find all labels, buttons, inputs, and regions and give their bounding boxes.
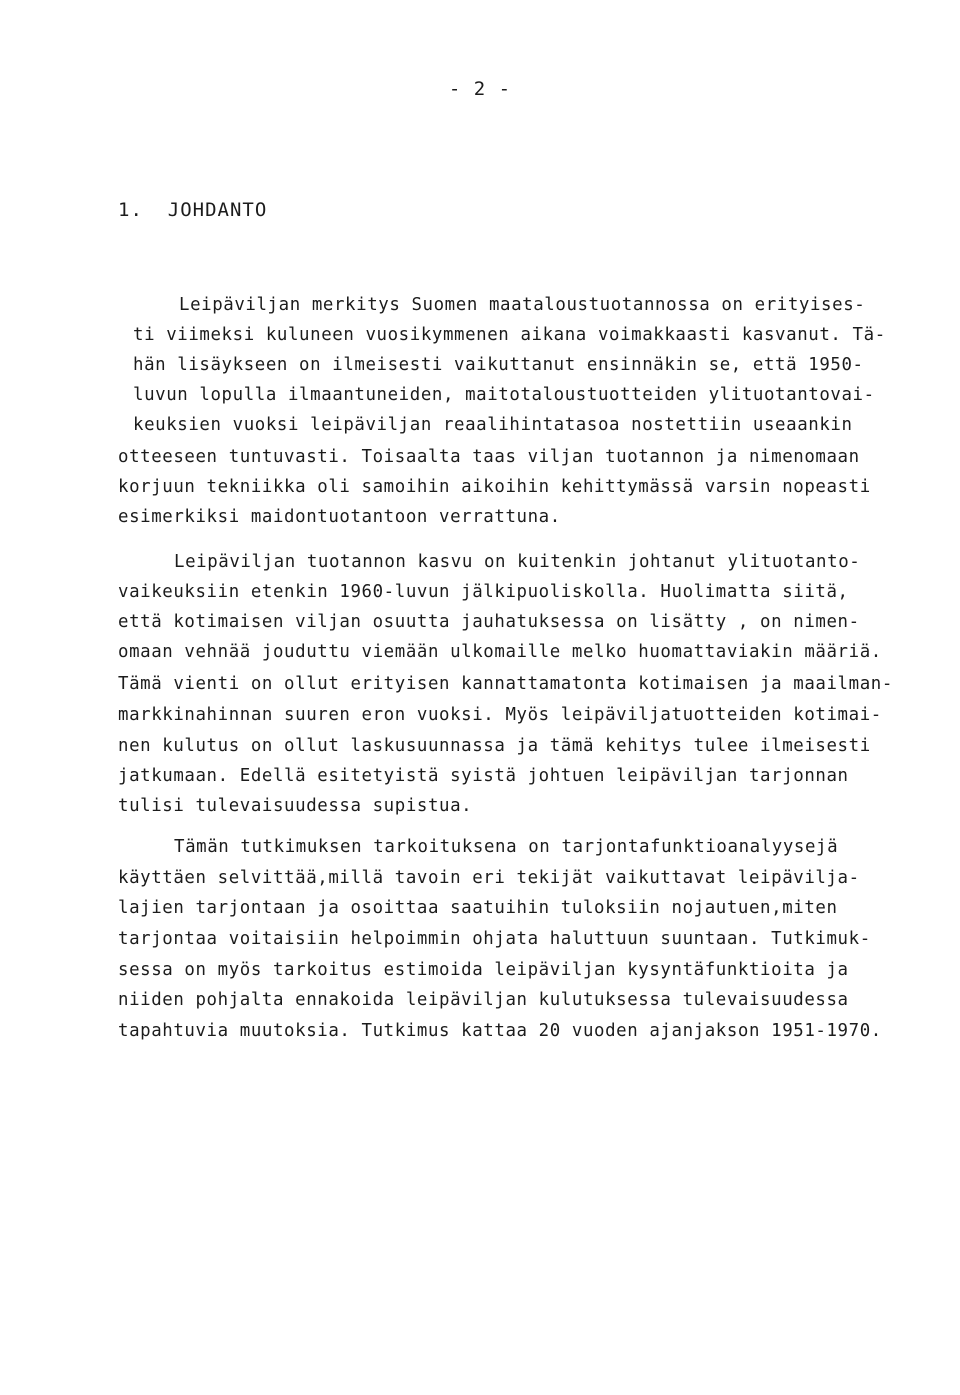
text-line: Leipäviljan merkitys Suomen maataloustuotannossa on erityises- — [179, 295, 866, 315]
page-number: - 2 - — [448, 78, 512, 100]
text-line: sessa on myös tarkoitus estimoida leipäviljan kysyntäfunktioita ja — [118, 960, 849, 980]
section-number: 1. — [118, 199, 143, 221]
text-line: ti viimeksi kuluneen vuosikymmenen aikana voimakkaasti kasvanut. Tä- — [133, 325, 886, 345]
text-line: että kotimaisen viljan osuutta jauhatuksessa on lisätty , on nimen- — [118, 612, 860, 632]
text-line: vaikeuksiin etenkin 1960-luvun jälkipuoliskolla. Huolimatta siitä, — [118, 582, 849, 602]
text-line: käyttäen selvittää,millä tavoin eri tekijät vaikuttavat leipävilja- — [118, 868, 860, 888]
text-line: Tämä vienti on ollut erityisen kannattamatonta kotimaisen ja maailman- — [118, 674, 893, 694]
text-line: nen kulutus on ollut laskusuunnassa ja tämä kehitys tulee ilmeisesti — [118, 736, 871, 756]
text-line: luvun lopulla ilmaantuneiden, maitotaloustuotteiden ylituotantovai- — [133, 385, 875, 405]
text-line: omaan vehnää jouduttu viemään ulkomaille melko huomattaviakin määriä. — [118, 642, 882, 662]
text-line: korjuun tekniikka oli samoihin aikoihin kehittymässä varsin nopeasti — [118, 477, 871, 497]
text-line: keuksien vuoksi leipäviljan reaalihintatasoa nostettiin useaankin — [133, 415, 853, 435]
text-line: markkinahinnan suuren eron vuoksi. Myös leipäviljatuotteiden kotimai- — [118, 705, 882, 725]
text-line: esimerkiksi maidontuotantoon verrattuna. — [118, 507, 561, 527]
text-line: niiden pohjalta ennakoida leipäviljan kulutuksessa tulevaisuudessa — [118, 990, 849, 1010]
text-line: tulisi tulevaisuudessa supistua. — [118, 796, 473, 816]
text-line: Tämän tutkimuksen tarkoituksena on tarjontafunktioanalyysejä — [174, 837, 839, 857]
text-line: jatkumaan. Edellä esitetyistä syistä johtuen leipäviljan tarjonnan — [118, 766, 849, 786]
text-line: lajien tarjontaan ja osoittaa saatuihin tuloksiin nojautuen,miten — [118, 898, 838, 918]
text-line: otteeseen tuntuvasti. Toisaalta taas viljan tuotannon ja nimenomaan — [118, 447, 860, 467]
section-title: JOHDANTO — [167, 199, 268, 221]
text-line: hän lisäykseen on ilmeisesti vaikuttanut ensinnäkin se, että 1950- — [133, 355, 864, 375]
text-line: tapahtuvia muutoksia. Tutkimus kattaa 20 vuoden ajanjakson 1951-1970. — [118, 1021, 882, 1041]
text-line: Leipäviljan tuotannon kasvu on kuitenkin johtanut ylituotanto- — [174, 552, 861, 572]
text-line: tarjontaa voitaisiin helpoimmin ohjata haluttuun suuntaan. Tutkimuk- — [118, 929, 871, 949]
section-heading — [118, 199, 267, 221]
